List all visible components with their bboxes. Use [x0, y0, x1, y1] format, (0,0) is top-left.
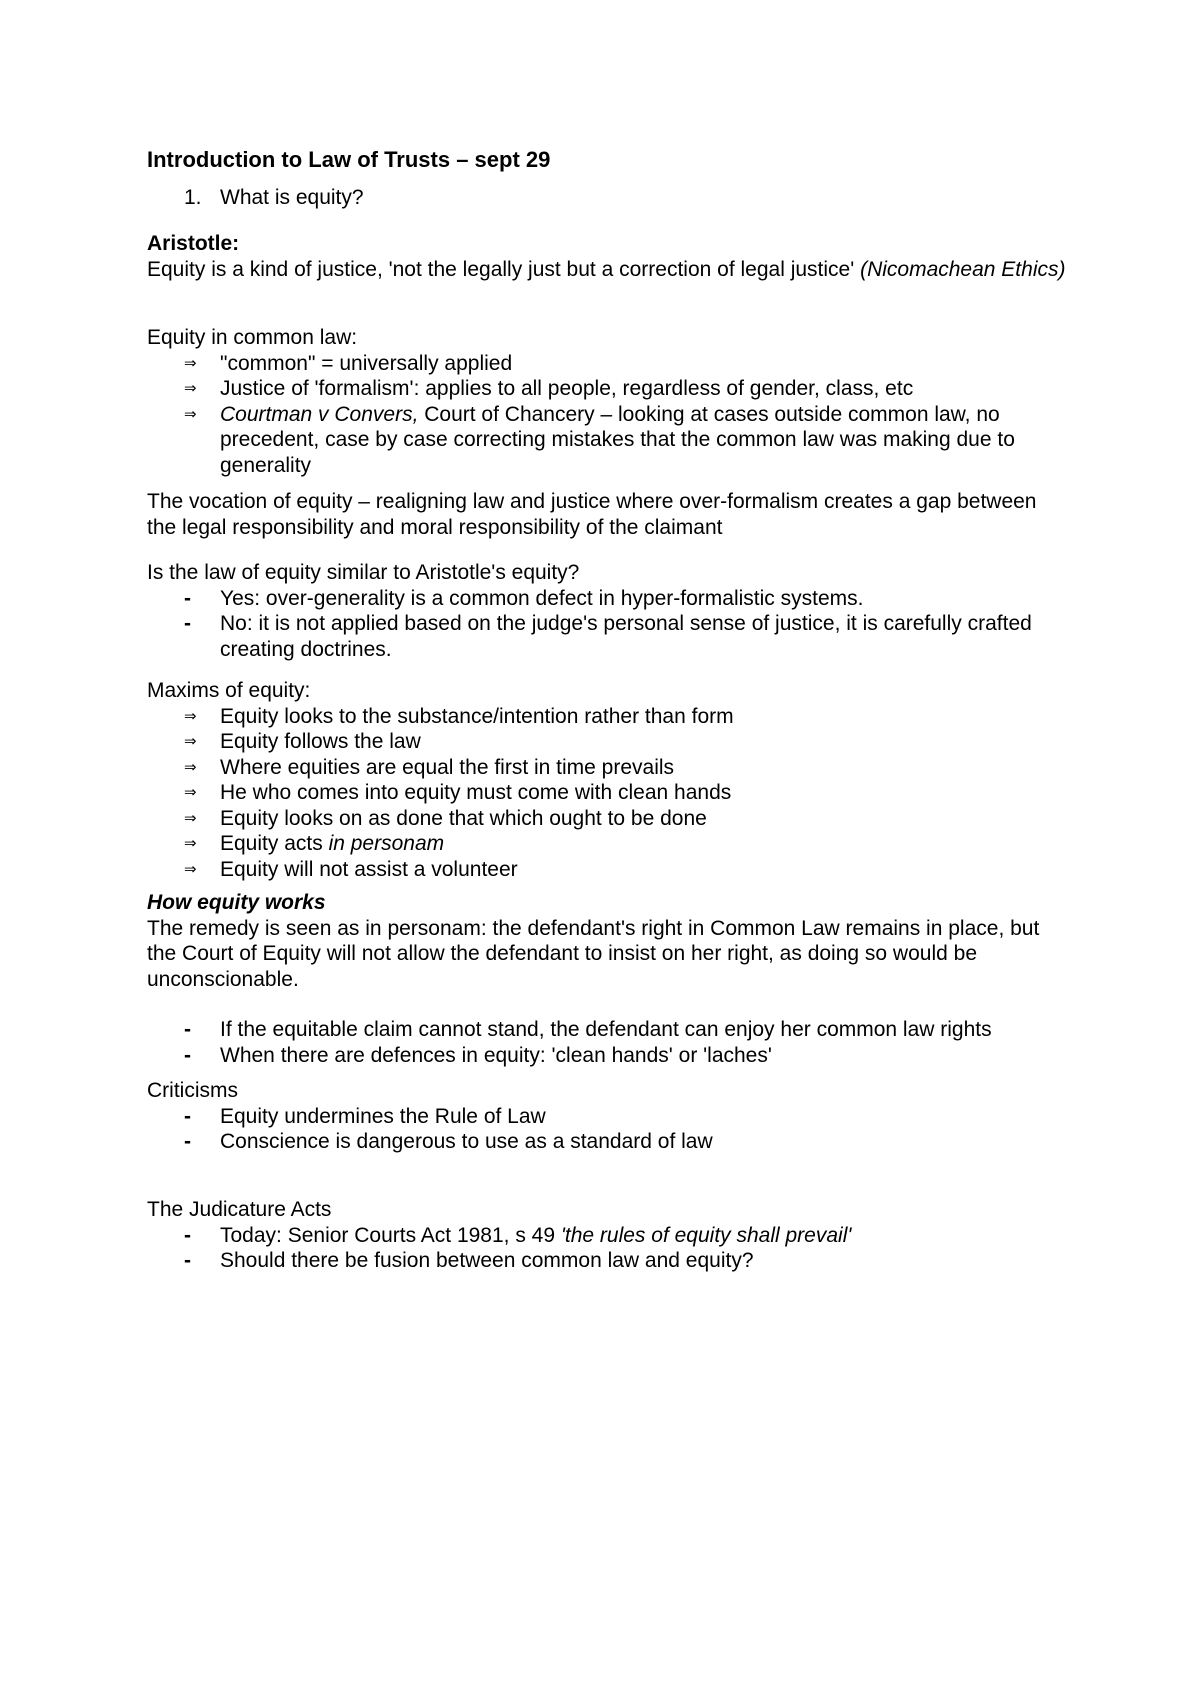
list-item-text: He who comes into equity must come with clean hands: [220, 781, 732, 804]
aristotle-section: [147, 231, 1067, 282]
list-item: [147, 402, 1067, 479]
aristotle-heading: Aristotle:: [147, 232, 240, 255]
arrow-icon: ⇒: [184, 732, 197, 750]
how-heading: How equity works: [147, 891, 326, 914]
list-number: 1.: [184, 186, 202, 209]
list-item: [147, 831, 1067, 857]
arrow-icon: ⇒: [184, 757, 197, 776]
list-item: [147, 376, 1067, 402]
list-item: [147, 1248, 1067, 1274]
list-item: [147, 1104, 1067, 1130]
list-item: [147, 704, 1067, 730]
judicature-heading: The Judicature Acts: [147, 1198, 332, 1221]
arrow-icon: ⇒: [184, 706, 197, 725]
question-text: What is equity?: [220, 186, 364, 209]
arrow-icon: ⇒: [184, 353, 197, 372]
criticisms-heading: Criticisms: [147, 1079, 238, 1102]
arrow-icon: ⇒: [184, 859, 197, 878]
list-item-text: No: it is not applied based on the judge's personal sense of justice, it is carefully crafted creating doctrines.: [220, 612, 1032, 661]
list-item-text: If the equitable claim cannot stand, the defendant can enjoy her common law rights: [220, 1018, 992, 1041]
aristotle-source: (Nicomachean Ethics): [860, 257, 1066, 281]
judicature-list: [147, 1223, 1067, 1274]
in-personam-term: in personam: [328, 832, 445, 855]
list-item-text: Equity follows the law: [220, 730, 421, 753]
list-item-text: Court of Chancery – looking at cases outside common law, no precedent, case by case correcting mistakes that the common law was making due to generality: [220, 402, 1015, 477]
list-item-text: Yes: over-generality is a common defect in hyper-formalistic systems.: [220, 586, 864, 610]
criticisms-list: [147, 1104, 1067, 1155]
similar-section: [147, 560, 1067, 662]
maxims-list: [147, 704, 1067, 883]
list-item: [147, 755, 1067, 781]
arrow-icon: ⇒: [184, 783, 197, 801]
aristotle-quote: Equity is a kind of justice, 'not the legally just but a correction of legal justice': [147, 257, 855, 281]
list-item: [147, 1043, 1067, 1069]
similar-heading: Is the law of equity similar to Aristotle's equity?: [147, 561, 580, 584]
how-list: [147, 1017, 1067, 1068]
list-item: [147, 586, 1067, 612]
list-item-text: Equity looks to the substance/intention rather than form: [220, 704, 734, 728]
aristotle-text: [147, 257, 1067, 283]
title-block: [147, 146, 1067, 174]
list-item: [147, 729, 1067, 755]
dash-marker: -: [184, 1043, 191, 1067]
how-text: The remedy is seen as in personam: the defendant's right in Common Law remains in place, but the Court of Equity will not allow the defendant to insist on her right, as doing so would be unconscionable.: [147, 916, 1040, 991]
page-title: Introduction to Law of Trusts – sept 29: [147, 147, 551, 172]
dash-marker: -: [184, 1104, 191, 1128]
list-item: [147, 1129, 1067, 1155]
dash-marker: -: [184, 1130, 191, 1153]
list-item: [147, 780, 1067, 806]
dash-marker: -: [184, 586, 191, 610]
list-item-text: Equity undermines the Rule of Law: [220, 1104, 546, 1128]
list-item: [147, 1017, 1067, 1043]
maxims-section: [147, 678, 1067, 882]
case-name: Courtman v Convers,: [220, 402, 419, 426]
common-law-heading: Equity in common law:: [147, 326, 358, 349]
list-item-text: Justice of 'formalism': applies to all people, regardless of gender, class, etc: [220, 377, 914, 400]
list-item-text: Today: Senior Courts Act 1981, s 49: [220, 1223, 561, 1247]
list-item-text: Equity looks on as done that which ought to be done: [220, 806, 707, 830]
dash-marker: -: [184, 1249, 191, 1272]
dash-marker: -: [184, 612, 191, 635]
common-law-section: [147, 325, 1067, 478]
list-item: [147, 351, 1067, 377]
how-equity-works-section: [147, 890, 1067, 1068]
list-item-text: Conscience is dangerous to use as a standard of law: [220, 1130, 713, 1153]
judicature-section: [147, 1197, 1067, 1274]
list-item-text: "common" = universally applied: [220, 351, 513, 375]
list-item-text: Equity will not assist a volunteer: [220, 857, 518, 881]
list-item: [147, 857, 1067, 883]
list-item: [147, 611, 1067, 662]
vocation-text: The vocation of equity – realigning law and justice where over-formalism creates a gap between the legal responsibility and moral responsibility of the claimant: [147, 490, 1037, 539]
list-item: [147, 1223, 1067, 1249]
dash-marker: -: [184, 1018, 191, 1041]
list-item-text: Should there be fusion between common law and equity?: [220, 1249, 754, 1272]
maxims-heading: Maxims of equity:: [147, 679, 311, 702]
criticisms-section: [147, 1078, 1067, 1155]
vocation-paragraph: [147, 489, 1067, 540]
dash-marker: -: [184, 1223, 191, 1247]
list-item-text: Where equities are equal the first in time prevails: [220, 755, 675, 779]
similar-list: [147, 586, 1067, 663]
list-item-text: Equity acts: [220, 832, 329, 855]
list-item: [147, 806, 1067, 832]
statute-quote: 'the rules of equity shall prevail': [560, 1223, 852, 1247]
list-item-text: When there are defences in equity: 'clean hands' or 'laches': [220, 1043, 772, 1067]
numbered-question: [147, 185, 1067, 211]
common-law-list: [147, 351, 1067, 479]
arrow-icon: ⇒: [184, 808, 197, 827]
arrow-icon: ⇒: [184, 834, 197, 852]
arrow-icon: ⇒: [184, 404, 197, 423]
arrow-icon: ⇒: [184, 379, 197, 397]
